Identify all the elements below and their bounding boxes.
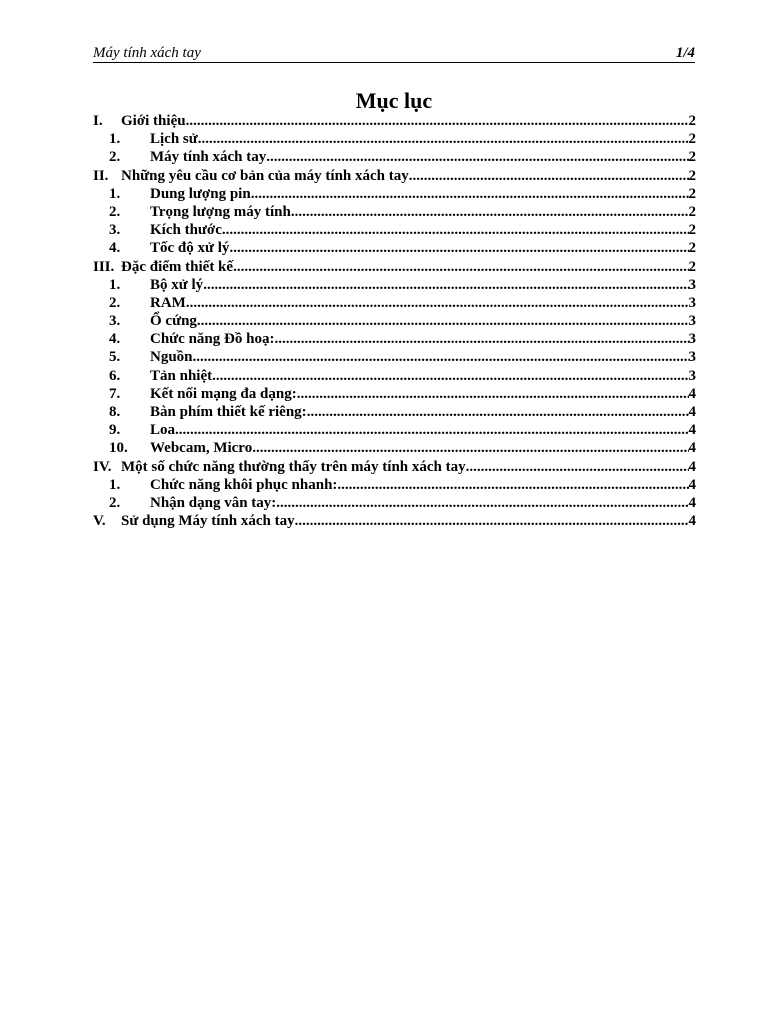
toc-section-entry[interactable]	[93, 258, 696, 276]
toc-dot-leader	[252, 439, 688, 457]
toc-dot-leader	[186, 112, 689, 130]
toc-subsection-entry[interactable]	[93, 185, 696, 203]
toc-heading: Mục lục	[355, 88, 433, 113]
toc-entry-title: Chức năng Đồ hoạ:	[150, 331, 275, 348]
toc-entry-number: II.	[93, 167, 109, 184]
toc-entry-title: Dung lượng pin	[150, 185, 251, 202]
toc-subsection-entry[interactable]	[93, 403, 696, 421]
toc-subsection-entry[interactable]	[93, 385, 696, 403]
toc-entry-number: 1.	[109, 185, 121, 202]
toc-entry-number: 1.	[109, 476, 121, 493]
toc-entry-page: 4	[688, 404, 696, 420]
toc-entry-number: 2.	[109, 203, 121, 220]
header-page-number: 1/4	[675, 45, 695, 61]
toc-entry-page: 4	[688, 458, 696, 475]
toc-subsection-entry[interactable]	[93, 439, 696, 457]
toc-subsection-entry[interactable]	[93, 367, 696, 385]
toc-subsection-entry[interactable]	[93, 494, 696, 512]
toc-entry-title: Nhận dạng vân tay:	[150, 494, 277, 511]
toc-dot-leader	[291, 203, 689, 221]
toc-dot-leader	[233, 258, 688, 276]
toc-entry-title: Một số chức năng thường thấy trên máy tính xách tay	[121, 458, 466, 475]
toc-subsection-entry[interactable]	[93, 130, 696, 148]
toc-entry-number: 6.	[109, 367, 121, 384]
toc-entry-number: III.	[93, 258, 115, 275]
toc-entry-page: 3	[688, 349, 696, 366]
toc-entry-number: 3.	[109, 313, 121, 330]
toc-entry-title: Ổ cứng	[150, 313, 197, 330]
toc-entry-title: RAM	[150, 294, 186, 311]
toc-entry-number: 2.	[109, 149, 121, 166]
toc-section-entry[interactable]	[93, 512, 696, 530]
toc-entry-number: 3.	[109, 222, 121, 239]
toc-entry-number: 4.	[109, 240, 121, 257]
toc-entry-page: 2	[688, 113, 696, 129]
toc-entry-title: Tản nhiệt	[150, 367, 213, 384]
toc-subsection-entry[interactable]	[93, 330, 696, 348]
toc-entry-page: 3	[688, 367, 696, 384]
toc-entry-page: 4	[688, 385, 696, 402]
toc-entry-page: 2	[688, 222, 696, 239]
toc-entry-page: 3	[688, 331, 696, 348]
toc-entry-number: I.	[93, 113, 103, 129]
page-header	[93, 44, 695, 63]
toc-entry-page: 3	[688, 276, 696, 293]
toc-dot-leader	[466, 458, 689, 476]
toc-entry-page: 4	[688, 476, 696, 493]
toc-dot-leader	[193, 348, 689, 366]
toc-dot-leader	[295, 512, 689, 530]
toc-entry-title: Đặc điểm thiết kế	[121, 258, 234, 275]
toc-subsection-entry[interactable]	[93, 221, 696, 239]
toc-entry-number: 8.	[109, 404, 121, 420]
toc-section-entry[interactable]	[93, 112, 696, 130]
toc-subsection-entry[interactable]	[93, 476, 696, 494]
toc-subsection-entry[interactable]	[93, 239, 696, 257]
toc-entry-title: Nguồn	[150, 349, 193, 366]
toc-dot-leader	[276, 494, 688, 512]
toc-entry-number: 4.	[109, 331, 121, 348]
toc-entry-number: 10.	[109, 440, 128, 457]
toc-entry-number: 2.	[109, 294, 121, 311]
toc-entry-page: 2	[688, 185, 696, 202]
toc-entry-title: Trọng lượng máy tính	[150, 203, 291, 220]
toc-entry-title: Kích thước	[150, 222, 222, 239]
toc-entry-title: Bộ xử lý	[150, 276, 204, 293]
table-of-contents	[93, 112, 696, 530]
toc-entry-page: 4	[688, 440, 696, 457]
toc-dot-leader	[222, 221, 689, 239]
toc-entry-page: 2	[688, 240, 696, 257]
toc-entry-title: Chức năng khôi phục nhanh:	[150, 476, 338, 493]
toc-entry-title: Máy tính xách tay	[150, 149, 267, 166]
toc-dot-leader	[198, 130, 689, 148]
toc-entry-number: V.	[93, 513, 106, 530]
toc-section-entry[interactable]	[93, 167, 696, 185]
toc-subsection-entry[interactable]	[93, 421, 696, 439]
toc-subsection-entry[interactable]	[93, 148, 696, 166]
toc-entry-number: IV.	[93, 458, 112, 475]
toc-entry-page: 2	[688, 258, 696, 275]
toc-entry-title: Lịch sử	[150, 131, 198, 148]
header-title: Máy tính xách tay	[93, 45, 201, 61]
toc-entry-title: Webcam, Micro	[150, 440, 253, 457]
toc-dot-leader	[409, 167, 689, 185]
toc-dot-leader	[251, 185, 689, 203]
toc-dot-leader	[229, 239, 688, 257]
toc-entry-page: 2	[688, 131, 696, 148]
toc-section-entry[interactable]	[93, 458, 696, 476]
toc-entry-page: 4	[688, 513, 696, 530]
toc-dot-leader	[337, 476, 688, 494]
toc-dot-leader	[307, 403, 689, 421]
toc-entry-page: 3	[688, 294, 696, 311]
toc-entry-title: Những yêu cầu cơ bản của máy tính xách tay	[121, 167, 409, 184]
toc-dot-leader	[266, 148, 688, 166]
toc-entry-title: Giới thiệu	[121, 113, 186, 129]
toc-entry-page: 4	[688, 422, 696, 439]
toc-entry-title: Sử dụng Máy tính xách tay	[121, 513, 295, 530]
toc-entry-title: Kết nối mạng đa dạng:	[150, 385, 297, 402]
toc-dot-leader	[297, 385, 689, 403]
toc-entry-page: 2	[688, 203, 696, 220]
toc-entry-number: 1.	[109, 131, 121, 148]
toc-entry-number: 2.	[109, 494, 121, 511]
toc-entry-page: 2	[688, 149, 696, 166]
toc-subsection-entry[interactable]	[93, 294, 696, 312]
toc-dot-leader	[197, 312, 689, 330]
toc-entry-title: Tốc độ xử lý	[150, 240, 230, 257]
toc-entry-page: 3	[688, 313, 696, 330]
toc-dot-leader	[203, 276, 688, 294]
toc-entry-title: Bàn phím thiết kế riêng:	[150, 404, 307, 420]
toc-entry-number: 9.	[109, 422, 121, 439]
toc-entry-number: 5.	[109, 349, 121, 366]
toc-subsection-entry[interactable]	[93, 203, 696, 221]
toc-dot-leader	[274, 330, 688, 348]
toc-entry-title: Loa	[150, 422, 176, 439]
toc-entry-number: 7.	[109, 385, 121, 402]
toc-entry-number: 1.	[109, 276, 121, 293]
toc-entry-page: 4	[688, 494, 696, 511]
toc-entry-page: 2	[688, 167, 696, 184]
toc-subsection-entry[interactable]	[93, 348, 696, 366]
toc-dot-leader	[212, 367, 688, 385]
toc-dot-leader	[175, 421, 688, 439]
toc-subsection-entry[interactable]	[93, 312, 696, 330]
toc-dot-leader	[186, 294, 689, 312]
toc-subsection-entry[interactable]	[93, 276, 696, 294]
